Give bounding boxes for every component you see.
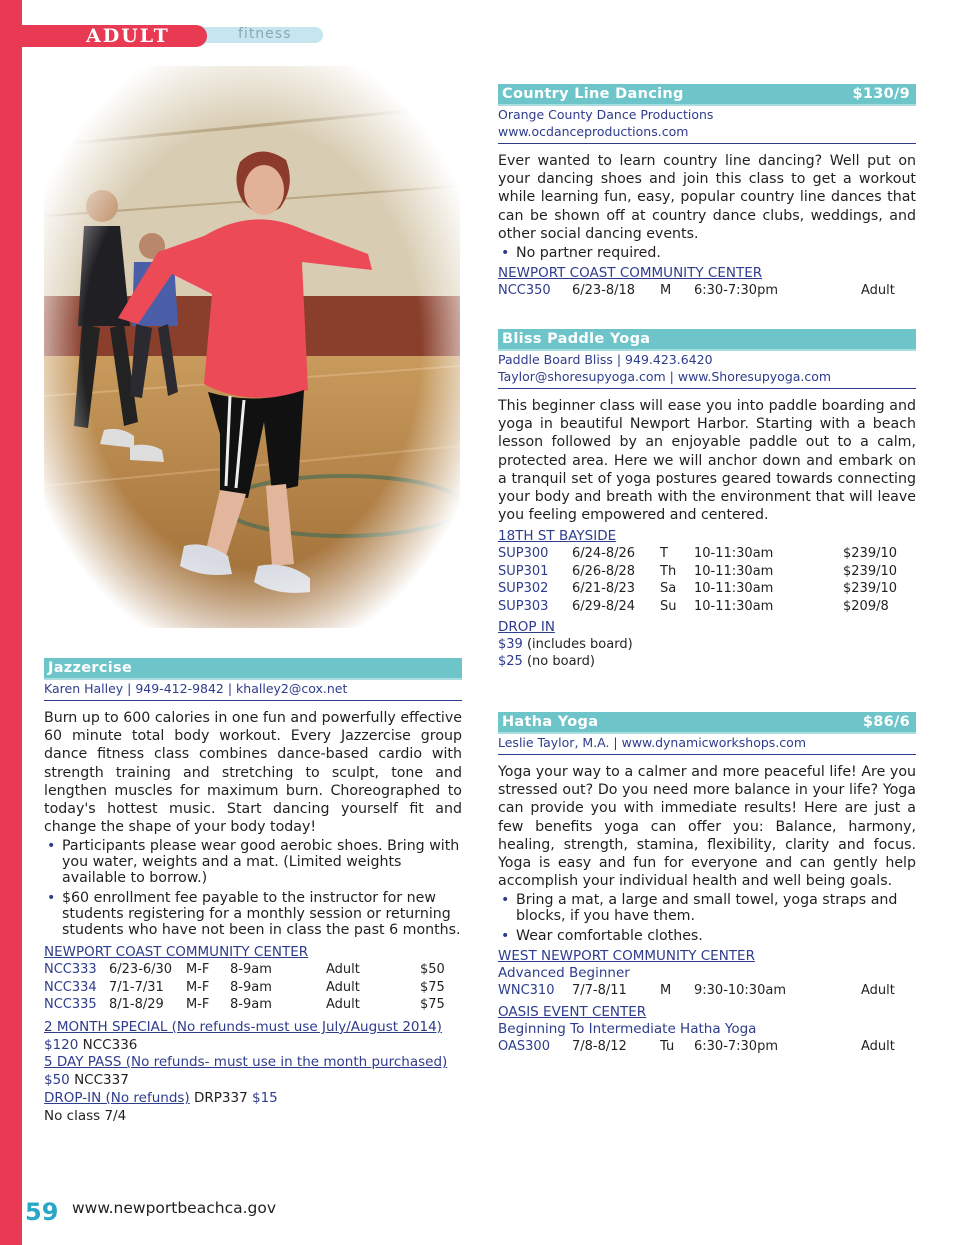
class-code: WNC310	[498, 983, 555, 999]
pass-price: $50	[44, 1071, 70, 1088]
class-days: M-F	[186, 962, 210, 978]
bliss-description: This beginner class will ease you into paddle boarding and yoga in beautiful Newport Harbor. Starting with a beach lesson followed by an enjoyable paddle out to a calm, protected area. Here we will anchor down and embark on a tranquil set of yoga postures geared towards connecting your body and breath with the environment that will leave you feeling empowered and centered.	[498, 398, 916, 524]
bliss-schedule	[498, 545, 916, 615]
bliss-dropin-label: DROP IN	[498, 619, 555, 636]
hatha-title-band	[498, 712, 916, 734]
class-time: 10-11:30am	[694, 581, 774, 597]
class-time: 6:30-7:30pm	[694, 283, 778, 299]
footer-url[interactable]: www.newportbeachca.gov	[72, 1199, 277, 1217]
class-time: 9:30-10:30am	[694, 983, 786, 999]
dropin-price: $39	[498, 637, 523, 653]
bliss-contact-phone: Paddle Board Bliss | 949.423.6420	[498, 352, 713, 367]
list-item: • $60 enrollment fee payable to the instructor for new students registering for a monthly session or returning students who have not been in class the past 6 months.	[44, 890, 462, 938]
jazzercise-description: Burn up to 600 calories in one fun and powerfully effective 60 minute total body workout. Every Jazzercise group dance fitness class combines dance-based cardio with strength training and stretching to sculpt, tone and lengthen muscles for maximum burn. Choreographed to today's hottest music. Start dancing yourself fit and change the shape of your body today!	[44, 710, 462, 836]
class-age: Adult	[326, 979, 360, 995]
country-line-price: $130/9	[852, 86, 910, 102]
table-row	[498, 580, 916, 598]
class-time: 10-11:30am	[694, 563, 774, 579]
class-days: M	[660, 983, 672, 999]
list-item: • Bring a mat, a large and small towel, yoga straps and blocks, if you have them.	[498, 892, 916, 924]
bliss-title-band	[498, 329, 916, 351]
class-code: SUP302	[498, 581, 549, 597]
dropin-label: DROP-IN (No refunds)	[44, 1089, 190, 1106]
class-days: M-F	[186, 997, 210, 1013]
dropin-code: DRP337	[194, 1089, 248, 1106]
hatha-location-1: WEST NEWPORT COMMUNITY CENTER	[498, 948, 755, 965]
table-row	[498, 982, 916, 1000]
dance-photo-illustration	[44, 66, 460, 628]
jazzercise-section	[44, 658, 462, 1125]
class-dates: 6/21-8/23	[572, 581, 636, 597]
class-fee: $75	[420, 997, 445, 1013]
class-fee: $239/10	[843, 563, 898, 579]
hatha-notes	[498, 892, 916, 944]
special-price: $120	[44, 1036, 79, 1053]
class-age: Adult	[861, 283, 895, 299]
dropin-price: $15	[251, 1089, 278, 1106]
table-row	[44, 979, 462, 997]
bliss-location: 18TH ST BAYSIDE	[498, 528, 617, 545]
class-dates: 6/23-8/18	[572, 283, 636, 299]
pass-label: 5 DAY PASS (No refunds- must use in the month purchased)	[44, 1053, 448, 1070]
class-days: T	[660, 546, 668, 562]
class-time: 10-11:30am	[694, 598, 774, 614]
class-days: M	[660, 283, 672, 299]
list-item: • No partner required.	[498, 245, 916, 261]
class-time: 8-9am	[230, 997, 272, 1013]
list-item: • Wear comfortable clothes.	[498, 928, 916, 944]
jazzercise-title: Jazzercise	[48, 660, 133, 676]
class-time: 8-9am	[230, 962, 272, 978]
country-line-section	[498, 84, 916, 300]
table-row	[498, 545, 916, 563]
class-code: NCC334	[44, 979, 97, 995]
class-dates: 6/23-6/30	[109, 962, 173, 978]
class-code: NCC335	[44, 997, 97, 1013]
class-code: NCC350	[498, 283, 551, 299]
table-row	[498, 282, 916, 300]
class-days: Su	[660, 598, 677, 614]
class-days: Sa	[660, 581, 677, 597]
left-edge-bar	[0, 0, 22, 1245]
bliss-section	[498, 329, 916, 670]
bliss-title: Bliss Paddle Yoga	[502, 331, 651, 347]
jazzercise-location: NEWPORT COAST COMMUNITY CENTER	[44, 944, 309, 961]
special-label: 2 MONTH SPECIAL (No refunds-must use July/August 2014)	[44, 1018, 442, 1035]
class-dates: 6/24-8/26	[572, 546, 636, 562]
table-row	[498, 563, 916, 581]
class-code: OAS300	[498, 1038, 550, 1054]
table-row	[498, 598, 916, 616]
class-time: 8-9am	[230, 979, 272, 995]
hatha-title: Hatha Yoga	[502, 714, 599, 730]
class-fee: $50	[420, 962, 445, 978]
bliss-dropin-line-1	[498, 636, 916, 653]
class-dates: 6/26-8/28	[572, 563, 636, 579]
class-code: SUP300	[498, 546, 549, 562]
section-title: ADULT	[86, 25, 170, 47]
dropin-price: $25	[498, 654, 523, 670]
country-line-title: Country Line Dancing	[502, 86, 684, 102]
class-dates: 7/7-8/11	[572, 983, 627, 999]
country-line-notes	[498, 245, 916, 261]
bliss-contact-web: Taylor@shoresupyoga.com | www.Shoresupyoga.com	[498, 369, 916, 389]
class-fee: $239/10	[843, 581, 898, 597]
class-code: SUP303	[498, 598, 549, 614]
category-title: fitness	[238, 26, 292, 42]
country-line-website: www.ocdanceproductions.com	[498, 124, 916, 144]
country-line-location: NEWPORT COAST COMMUNITY CENTER	[498, 265, 763, 282]
class-fee: $209/8	[843, 598, 889, 614]
special-code: NCC336	[82, 1036, 138, 1053]
hatha-level-1: Advanced Beginner	[498, 965, 630, 982]
class-fee: $239/10	[843, 546, 898, 562]
class-days: M-F	[186, 979, 210, 995]
list-item: • Participants please wear good aerobic shoes. Bring with you water, weights and a mat. (Limited weights available to borrow.)	[44, 838, 462, 886]
table-row	[498, 1038, 916, 1056]
class-fee: $75	[420, 979, 445, 995]
table-row	[44, 961, 462, 979]
class-age: Adult	[326, 997, 360, 1013]
class-dates: 6/29-8/24	[572, 598, 636, 614]
page-number: 59	[25, 1198, 59, 1226]
dropin-note: (no board)	[526, 654, 595, 670]
class-time: 6:30-7:30pm	[694, 1038, 778, 1054]
pass-code: NCC337	[74, 1071, 129, 1088]
class-photo	[44, 66, 460, 628]
jazzercise-notes	[44, 838, 462, 938]
country-line-description: Ever wanted to learn country line dancing? Well put on your dancing shoes and join this class to get a workout while learning fun, easy, popular country line dances that can be shown off at country dance clubs, weddings, and other social dancing events.	[498, 153, 916, 242]
class-dates: 8/1-8/29	[109, 997, 164, 1013]
class-age: Adult	[861, 983, 895, 999]
jazzercise-title-band	[44, 658, 462, 680]
hatha-section	[498, 712, 916, 1055]
hatha-contact: Leslie Taylor, M.A. | www.dynamicworkshops.com	[498, 735, 916, 755]
class-days: Tu	[660, 1038, 675, 1054]
class-time: 10-11:30am	[694, 546, 774, 562]
country-line-provider: Orange County Dance Productions	[498, 107, 714, 122]
class-dates: 7/1-7/31	[109, 979, 164, 995]
jazzercise-contact: Karen Halley | 949-412-9842 | khalley2@cox.net	[44, 681, 462, 701]
hatha-description: Yoga your way to a calmer and more peaceful life! Are you stressed out? Do you need more balance in your life? Yoga can provide you with immediate results! Here are just a few benefits yoga can offer you: Balance, harmony, healing, strength, stamina, flexibility, clarity and focus. Yoga is easy and fun for everyone and can gently help accomplish your individual health and well being goals.	[498, 764, 916, 890]
class-age: Adult	[326, 962, 360, 978]
dropin-note: (includes board)	[526, 637, 633, 653]
jazzercise-schedule	[44, 961, 462, 1014]
bliss-dropin-line-2	[498, 653, 916, 670]
class-code: NCC333	[44, 962, 97, 978]
class-days: Th	[660, 563, 677, 579]
pass-price-line	[44, 1071, 462, 1089]
class-code: SUP301	[498, 563, 549, 579]
table-row	[44, 996, 462, 1014]
class-dates: 7/8-8/12	[572, 1038, 627, 1054]
class-age: Adult	[861, 1038, 895, 1054]
country-line-title-band	[498, 84, 916, 106]
dropin-line	[44, 1089, 462, 1107]
special-price-line	[44, 1036, 462, 1054]
no-class-note: No class 7/4	[44, 1107, 127, 1124]
hatha-level-2: Beginning To Intermediate Hatha Yoga	[498, 1020, 757, 1037]
hatha-price: $86/6	[862, 714, 910, 730]
hatha-location-2: OASIS EVENT CENTER	[498, 1003, 647, 1020]
